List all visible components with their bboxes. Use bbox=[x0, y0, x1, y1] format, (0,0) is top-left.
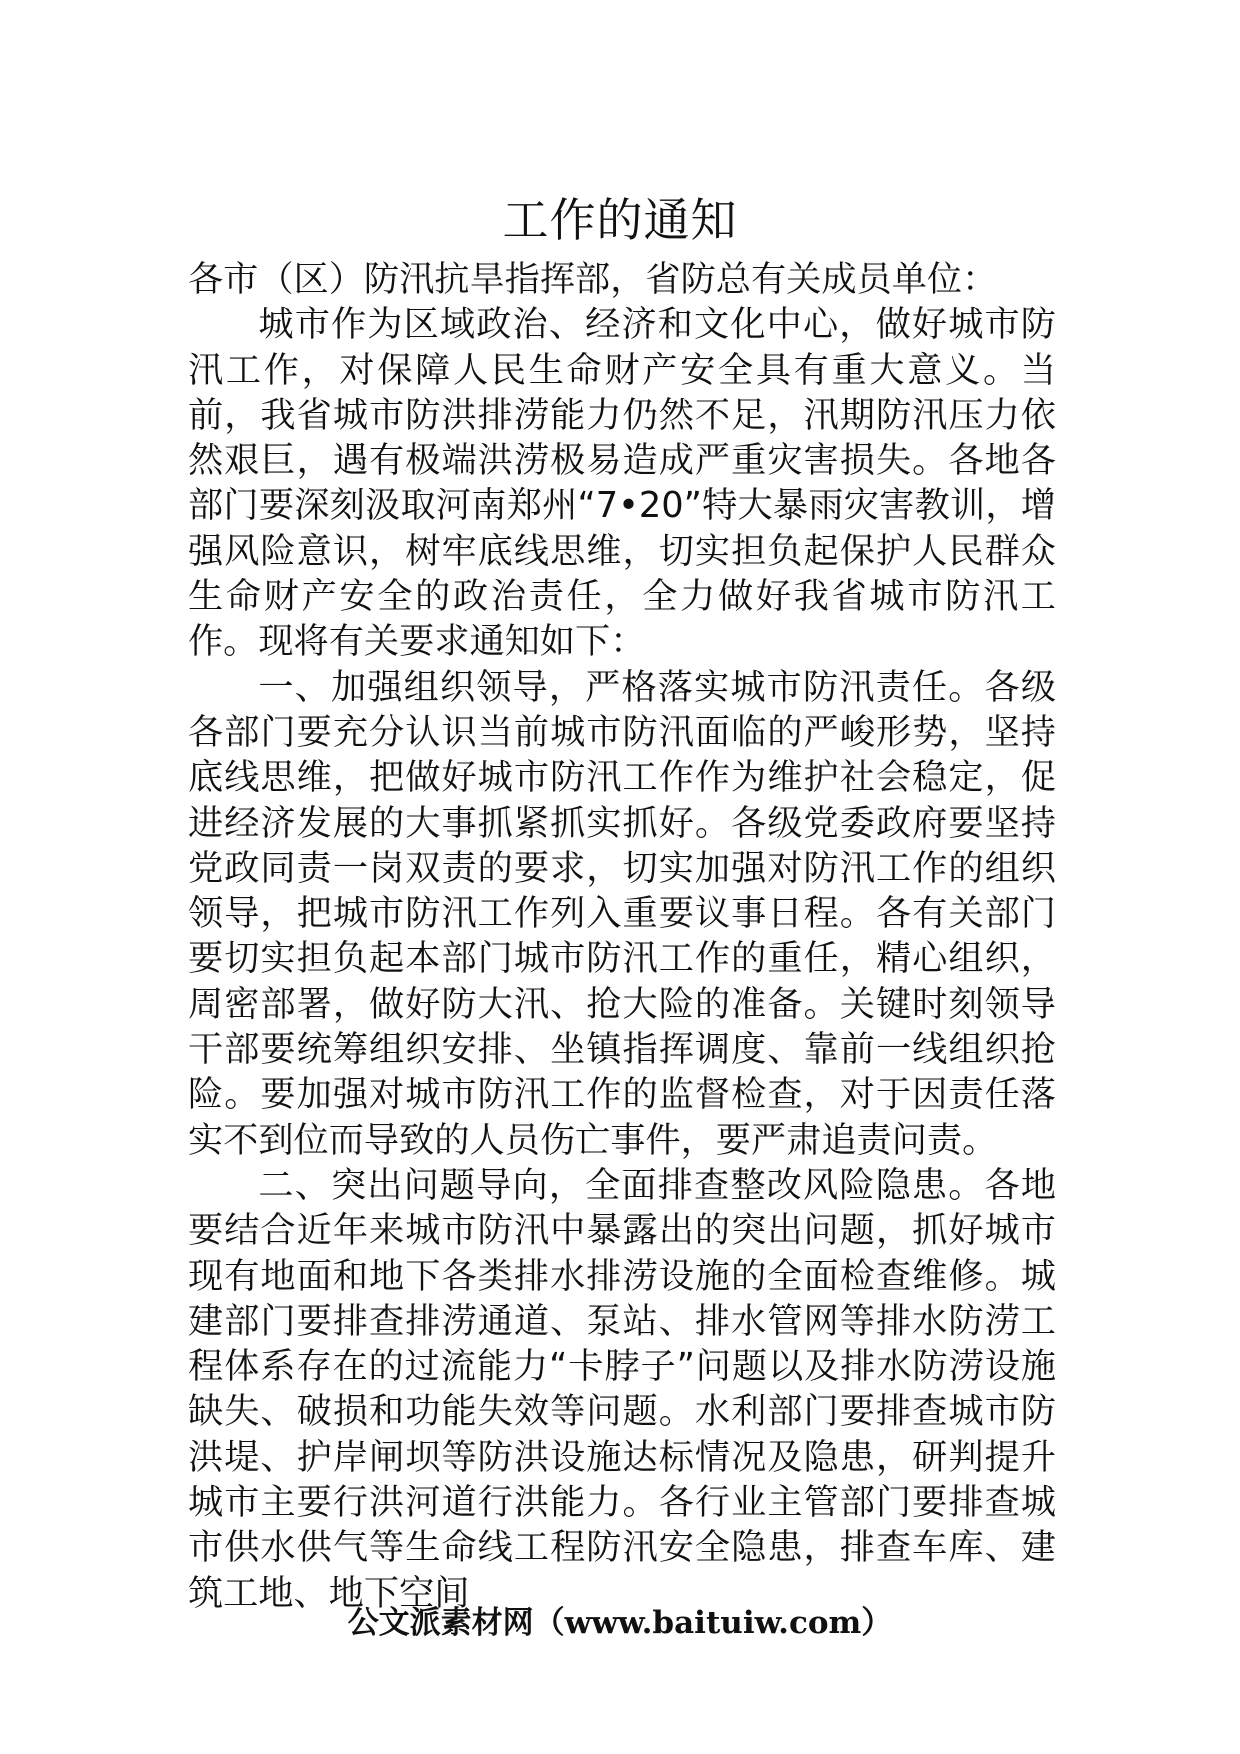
paragraph-2 bbox=[188, 665, 1056, 1163]
paragraph-2-heading: 一、加强组织领导，严格落实城市防汛责任。 bbox=[258, 666, 985, 708]
document-title: 工作的通知 bbox=[502, 193, 738, 247]
paragraph-3-heading: 二、突出问题导向，全面排查整改风险隐患。 bbox=[258, 1164, 985, 1206]
document-body bbox=[188, 257, 1056, 1616]
paragraph-3 bbox=[188, 1163, 1056, 1616]
paragraph-1-text: 城市作为区域政治、经济和文化中心，做好城市防汛工作，对保障人民生命财产安全具有重大意义。当前，我省城市防洪排涝能力仍然不足，汛期防汛压力依然艰巨，遇有极端洪涝极易造成严重灾害损失。各地各部门要深刻汲取河南郑州“7•20”特大暴雨灾害教训，增强风险意识，树牢底线思维，切实担负起保护人民群众生命财产安全的政治责任，全力做好我省城市防汛工作。现将有关要求通知如下： bbox=[188, 304, 1056, 663]
salutation: 各市（区）防汛抗旱指挥部，省防总有关成员单位： bbox=[188, 259, 998, 300]
paragraph-3-text: 各地要结合近年来城市防汛中暴露出的突出问题，抓好城市现有地面和地下各类排水排涝设施的全面检查维修。城建部门要排查排涝通道、泵站、排水管网等排水防涝工程体系存在的过流能力“卡脖子”问题以及排水防涝设施缺失、破损和功能失效等问题。水利部门要排查城市防洪堤、护岸闸坝等防洪设施达标情况及隐患，研判提升城市主要行洪河道行洪能力。各行业主管部门要排查城市供水供气等生命线工程防汛安全隐患，排查车库、建筑工地、地下空间 bbox=[188, 1164, 1057, 1614]
paragraph-2-text: 各级各部门要充分认识当前城市防汛面临的严峻形势，坚持底线思维，把做好城市防汛工作作为维护社会稳定，促进经济发展的大事抓紧抓实抓好。各级党委政府要坚持党政同责一岗双责的要求，切实加强对防汛工作的组织领导，把城市防汛工作列入重要议事日程。各有关部门要切实担负起本部门城市防汛工作的重任，精心组织，周密部署，做好防大汛、抢大险的准备。关键时刻领导干部要统筹组织安排、坐镇指挥调度、靠前一线组织抢险。要加强对城市防汛工作的监督检查，对于因责任落实不到位而导致的人员伤亡事件，要严肃追责问责。 bbox=[188, 666, 1057, 1161]
source-watermark: 公文派素材网（www.baituiw.com） bbox=[347, 1605, 893, 1641]
paragraph-1 bbox=[188, 302, 1056, 664]
